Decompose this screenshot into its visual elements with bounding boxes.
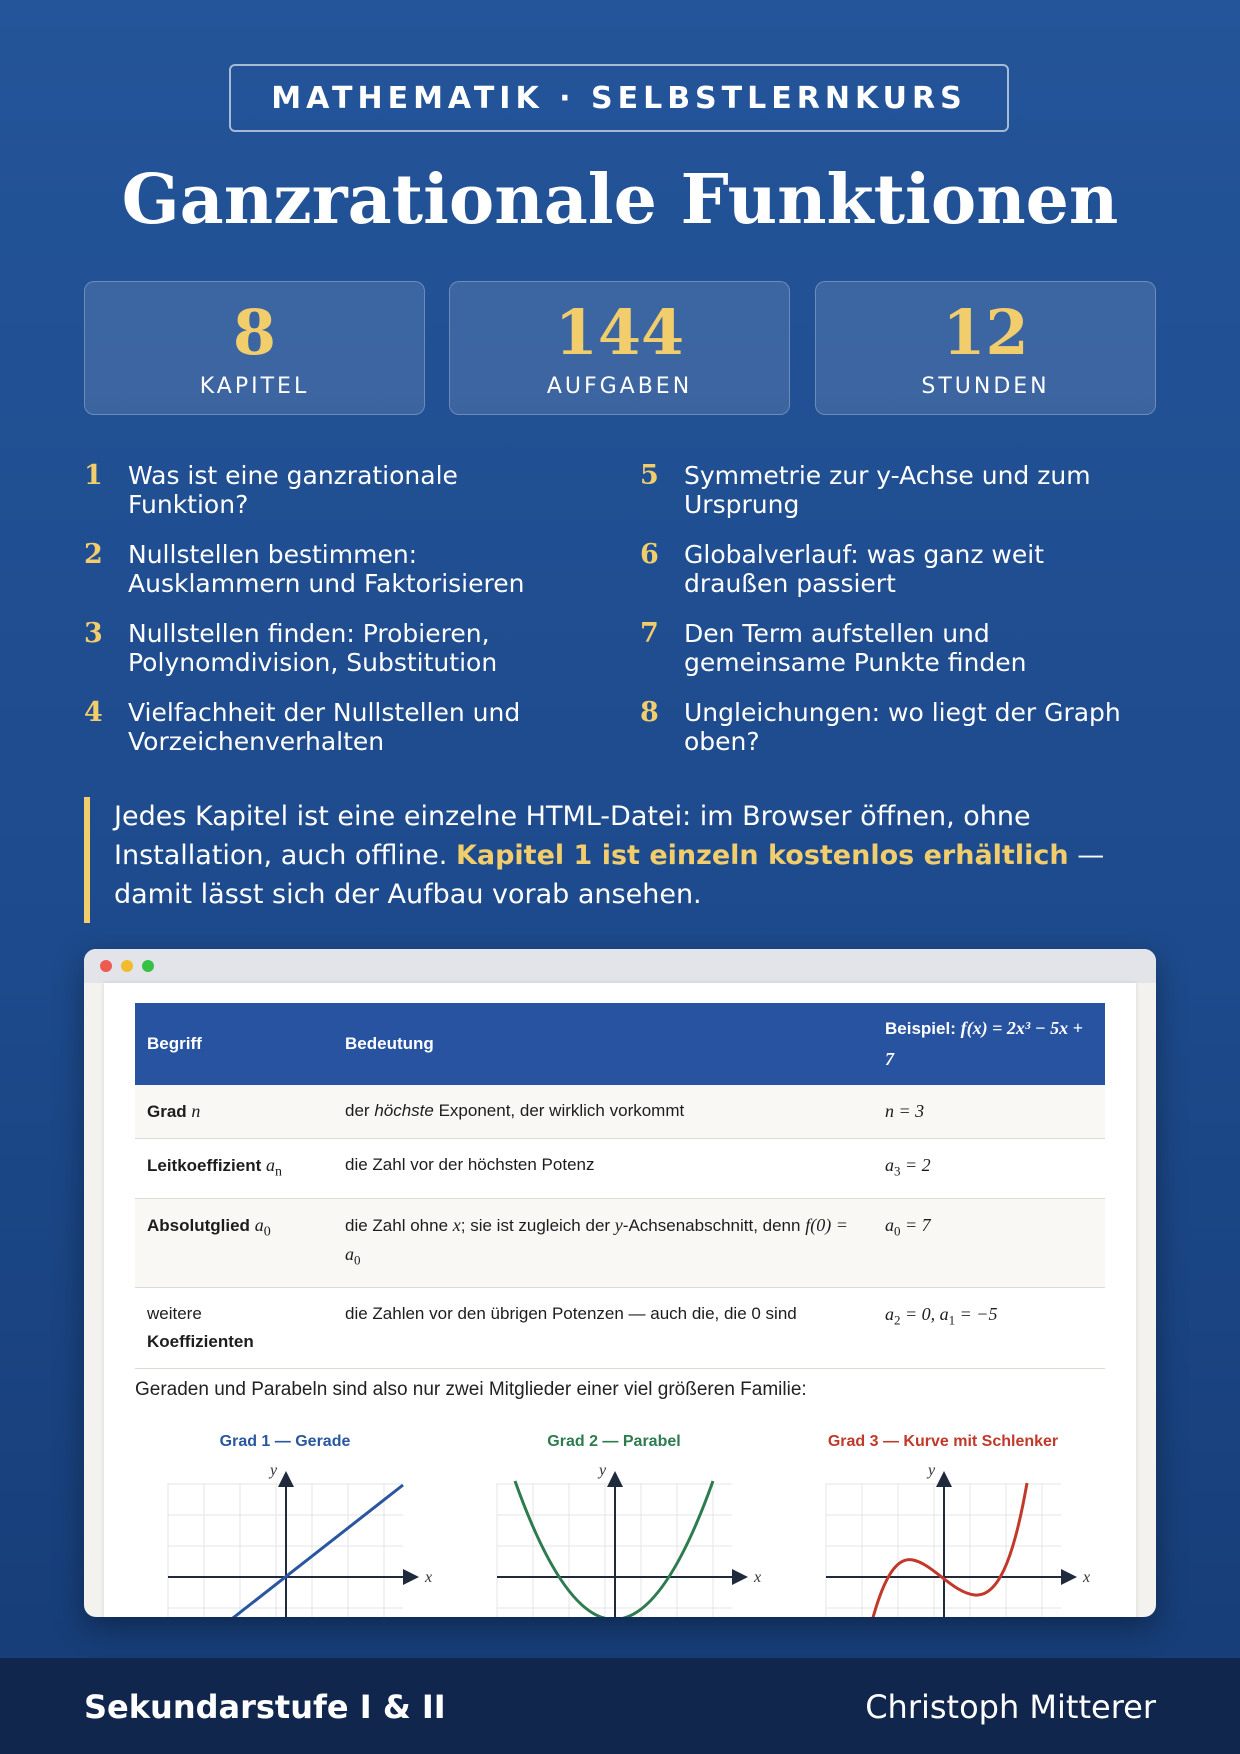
x-axis-arrow [1061,1569,1077,1585]
example-var: a [885,1303,894,1324]
term-symbol: a [266,1155,276,1175]
chapter-item-2 [84,540,584,598]
example-var: a [885,1215,894,1236]
chapter-title: Nullstellen bestimmen: Ausklammern und Faktorisieren [128,540,525,598]
example-value: = 2 [900,1155,931,1175]
example-cell [873,1287,1105,1368]
chapter-item-5 [640,461,1140,519]
term-cell [135,1199,333,1287]
example-var: a [885,1155,894,1175]
chapter-title: Den Term aufstellen und gemeinsame Punkte finden [684,619,1027,677]
example-subscript: 0 [894,1223,901,1239]
minimize-dot-icon [121,960,133,972]
meaning-formula-subscript: 0 [354,1252,361,1268]
plot-title: Grad 1 — Gerade [219,1433,351,1450]
stat-value: 12 [942,296,1029,369]
example-cell: n = 3 [873,1085,1105,1139]
table-row [135,1085,1105,1139]
graph-curve [871,1483,1027,1617]
header-term: Begriff [135,1003,333,1085]
example-cell [873,1139,1105,1199]
example-subscript-2: 1 [948,1312,956,1328]
chapter-item-8 [640,698,1140,756]
chapter-item-4 [84,698,584,756]
chapter-number: 4 [84,697,103,728]
chapter-number: 6 [640,539,659,570]
stat-value: 144 [554,296,685,369]
stat-value: 8 [232,296,277,369]
plot-quadratic-graph [464,1453,764,1617]
plot-cubic-graph [793,1453,1093,1617]
stat-card-tasks [449,281,790,415]
meaning-text: der [345,1101,370,1120]
preview-content [104,983,1136,1617]
chapter-item-6 [640,540,1140,598]
header-example-label: Beispiel: [885,1019,956,1038]
chapter-number: 8 [640,697,659,728]
meaning-text: die Zahl ohne [345,1216,449,1236]
plot-linear [135,1433,435,1617]
term-cell [135,1085,333,1139]
term-symbol: a [254,1215,264,1236]
course-badge: MATHEMATIK · SELBSTLERNKURS [229,64,1009,132]
term-cell [135,1287,333,1368]
y-axis-arrow [607,1471,623,1487]
example-value: = 7 [900,1215,931,1236]
x-axis-arrow [732,1569,748,1585]
chapter-title: Globalverlauf: was ganz weit draußen passiert [684,540,1045,598]
info-note [84,797,1114,923]
x-axis-arrow [403,1569,419,1585]
y-axis-label: y [270,1462,278,1479]
close-dot-icon [100,960,112,972]
note-text: Jedes Kapitel ist eine einzelne HTML-Datei: im Browser öffnen, ohne Installation, auch offline. [114,801,1031,871]
y-axis-label: y [928,1462,936,1479]
y-axis-label: y [599,1462,607,1479]
term-name: Koeffizienten [147,1331,254,1351]
meaning-y: y [614,1215,623,1236]
note-text-end: — damit lässt sich der Aufbau vorab ansehen. [114,840,1105,910]
header-example-formula: f(x) = 2x³ − 5x + 7 [885,1018,1083,1069]
plot-title: Grad 3 — Kurve mit Schlenker [827,1433,1059,1450]
example-value-end: = −5 [955,1303,998,1324]
x-axis-label: x [1083,1569,1091,1586]
table-header-row [135,1003,1105,1085]
stat-label: KAPITEL [199,374,310,399]
stat-label: STUNDEN [921,374,1050,399]
term-name: Absolutglied [147,1216,250,1236]
meaning-cell: die Zahlen vor den übrigen Potenzen — auch die, die 0 sind [333,1287,873,1368]
chapter-item-3 [84,619,584,677]
chapter-item-7 [640,619,1140,677]
chapter-number: 2 [84,539,103,570]
meaning-text-mid: ; sie ist zugleich der [460,1216,611,1236]
table-row [135,1199,1105,1287]
example-value: = 0, a [900,1303,949,1324]
x-axis-label: x [754,1569,762,1586]
x-axis-label: x [425,1569,433,1586]
note-highlight: Kapitel 1 ist einzeln kostenlos erhältlich [455,840,1069,871]
chapter-title: Ungleichungen: wo liegt der Graph oben? [684,698,1121,756]
y-axis-arrow [278,1471,294,1487]
plot-linear-graph [135,1453,435,1617]
term-symbol: n [191,1101,201,1121]
meaning-text-end: -Achsenabschnitt, denn [622,1216,801,1236]
term-subscript: 0 [263,1224,271,1240]
preview-window [84,949,1156,1617]
stat-card-chapters [84,281,425,415]
term-name: Grad [147,1102,187,1121]
term-subscript: n [275,1164,283,1180]
meaning-cell [333,1199,873,1287]
page-title: Ganzrationale Funktionen [121,160,1119,240]
table-row [135,1139,1105,1199]
term-name: Leitkoeffizient [147,1156,262,1175]
stat-label: AUFGABEN [546,374,693,399]
footer-level: Sekundarstufe I & II [84,1688,446,1726]
graph-line [224,1485,403,1617]
header-example [873,1003,1105,1085]
example-subscript: 2 [894,1312,901,1328]
chapter-title: Nullstellen finden: Probieren, Polynomdivision, Substitution [128,619,498,677]
chapter-item-1 [84,461,584,519]
chapter-title: Was ist eine ganzrationale Funktion? [128,461,458,519]
window-titlebar [84,949,1156,983]
intro-text: Geraden und Parabeln sind also nur zwei Mitglieder einer viel größeren Familie: [135,1379,807,1400]
example-cell [873,1199,1105,1287]
meaning-text-end: Exponent, der wirklich vorkommt [438,1101,685,1120]
term-prefix: weitere [147,1303,202,1323]
chapter-number: 3 [84,618,103,649]
footer-author: Christoph Mitterer [865,1688,1156,1726]
example-subscript: 3 [894,1163,901,1179]
meaning-emphasis: höchste [374,1101,434,1120]
chapter-title: Symmetrie zur y-Achse und zum Ursprung [684,461,1091,519]
chapter-number: 7 [640,618,659,649]
meaning-formula: f(0) = a [345,1215,848,1265]
meaning-x: x [452,1215,461,1236]
y-axis-arrow [936,1471,952,1487]
footer-bar [0,1658,1240,1754]
maximize-dot-icon [142,960,154,972]
plot-quadratic [464,1433,764,1617]
plot-cubic [793,1433,1093,1617]
meaning-cell [333,1085,873,1139]
chapter-title: Vielfachheit der Nullstellen und Vorzeichenverhalten [128,698,521,756]
stat-card-hours [815,281,1156,415]
term-cell [135,1139,333,1199]
table-row [135,1287,1105,1368]
meaning-cell: die Zahl vor der höchsten Potenz [333,1139,873,1199]
terms-table [135,1003,1105,1369]
chapter-number: 1 [84,460,103,491]
chapter-number: 5 [640,460,659,491]
header-meaning: Bedeutung [333,1003,873,1085]
plot-title: Grad 2 — Parabel [547,1433,681,1450]
